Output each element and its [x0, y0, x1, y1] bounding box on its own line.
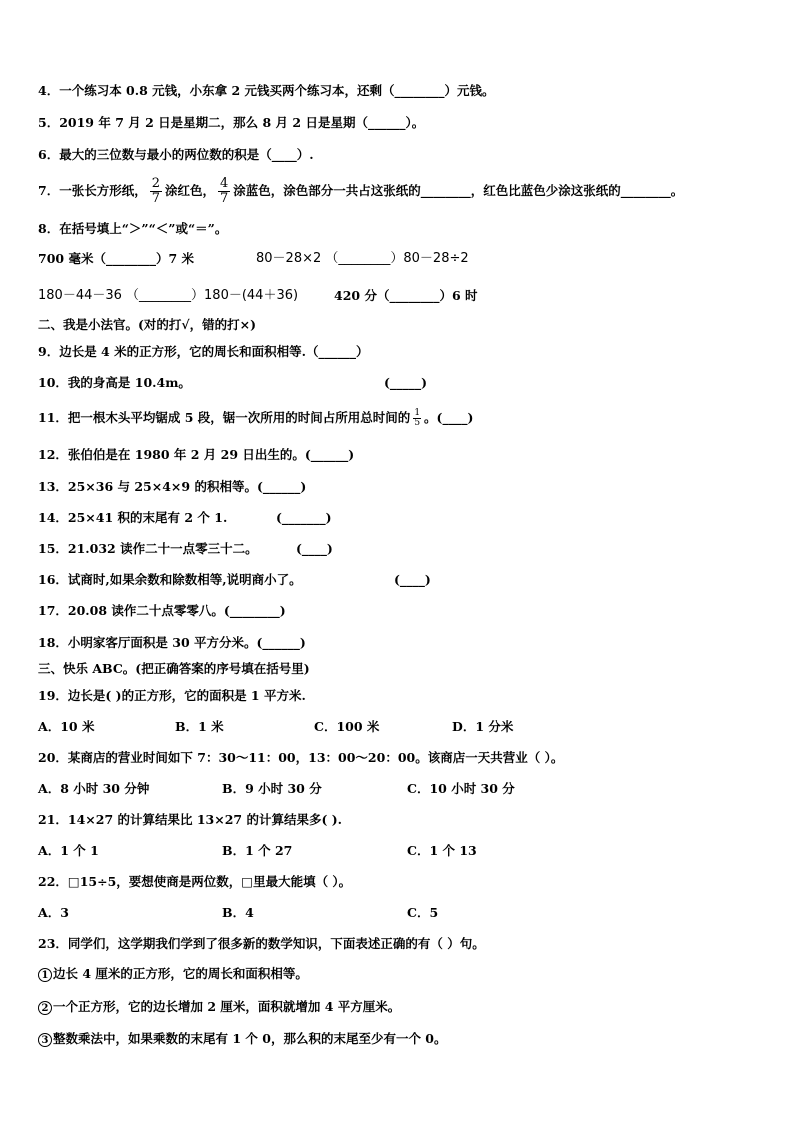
question-7-text-1: 7．一张长方形纸，: [38, 183, 147, 198]
fraction-2-7: $\frac{2}{7}$: [151, 176, 160, 206]
compare-80-28: 80－28×2 （________）80－28÷2: [256, 251, 469, 266]
question-11: [38, 404, 473, 432]
fraction-1-5: $\frac{1}{5}$: [414, 408, 421, 428]
question-11-text-1: 11．把一根木头平均锯成 5 段，锯一次所用的时间占所用总时间的: [38, 410, 411, 425]
section-2-heading: 二、我是小法官。(对的打√，错的打×): [38, 317, 257, 332]
option-b: B．1 米: [175, 719, 224, 734]
question-12: 12．张伯伯是在 1980 年 2 月 29 日出生的。(______): [38, 447, 355, 462]
compare-700mm: 700 毫米（________）7 米: [38, 251, 194, 266]
option-c: C．10 小时 30 分: [407, 781, 515, 796]
question-14-text: 14．25×41 积的末尾有 2 个 1.: [38, 510, 228, 525]
compare-180-44: 180－44－36 （________）180－(44＋36): [38, 288, 299, 303]
question-10-text: 10．我的身高是 10.4m。: [38, 375, 191, 390]
question-10-blank: (_____): [384, 375, 428, 390]
question-16-text: 16．试商时,如果余数和除数相等,说明商小了。: [38, 572, 302, 587]
question-7-text-2: 涂红色，: [164, 183, 215, 198]
option-a: A．1 个 1: [38, 843, 99, 858]
option-a: A．3: [38, 905, 69, 920]
option-a: A．8 小时 30 分钟: [38, 781, 150, 796]
statement-3: [38, 1031, 447, 1047]
fraction-4-7: $\frac{4}{7}$: [220, 176, 229, 206]
question-14-blank: (_______): [276, 510, 332, 525]
option-d: D．1 分米: [452, 719, 514, 734]
statement-2: [38, 999, 400, 1015]
option-c: C．5: [407, 905, 439, 920]
question-16-blank: (____): [394, 572, 431, 587]
circled-number-2: 2: [38, 1001, 52, 1015]
question-18: 18．小明家客厅面积是 30 平方分米。(______): [38, 635, 306, 650]
question-10: [38, 375, 428, 391]
question-21: 21．14×27 的计算结果比 13×27 的计算结果多( ).: [38, 812, 343, 827]
question-19: 19．边长是( )的正方形，它的面积是 1 平方米.: [38, 688, 306, 703]
question-14: [38, 510, 332, 526]
circled-number-1: 1: [38, 968, 52, 982]
question-8: 8．在括号填上“＞”“＜”或“＝”。: [38, 221, 228, 236]
question-6: 6．最大的三位数与最小的两位数的积是（____）.: [38, 147, 314, 162]
option-b: B．9 小时 30 分: [222, 781, 322, 796]
statement-2-text: 一个正方形，它的边长增加 2 厘米，面积就增加 4 平方厘米。: [53, 999, 401, 1014]
option-a: A．10 米: [38, 719, 95, 734]
question-9: 9．边长是 4 米的正方形，它的周长和面积相等.（______）: [38, 344, 369, 359]
question-13: 13．25×36 与 25×4×9 的积相等。(______): [38, 479, 307, 494]
statement-3-text: 整数乘法中，如果乘数的末尾有 1 个 0，那么积的末尾至少有一个 0。: [53, 1031, 447, 1046]
question-7: [38, 176, 683, 206]
question-15-text: 15．21.032 读作二十一点零三十二。: [38, 541, 258, 556]
option-b: B．1 个 27: [222, 843, 293, 858]
option-c: C．1 个 13: [407, 843, 477, 858]
question-5: 5．2019 年 7 月 2 日是星期二，那么 8 月 2 日是星期（______）。: [38, 115, 425, 130]
question-7-text-3: 涂蓝色，涂色部分一共占这张纸的________，红色比蓝色少涂这张纸的________。: [233, 183, 684, 198]
question-17: 17．20.08 读作二十点零零八。(________): [38, 603, 286, 618]
circled-number-3: 3: [38, 1033, 52, 1047]
question-15-blank: (____): [296, 541, 333, 556]
question-16: [38, 572, 431, 588]
question-15: [38, 541, 333, 557]
section-3-heading: 三、快乐 ABC。(把正确答案的序号填在括号里): [38, 661, 310, 676]
compare-420min: 420 分（________）6 时: [334, 288, 478, 303]
statement-1: [38, 966, 308, 982]
question-23: 23．同学们，这学期我们学到了很多新的数学知识，下面表述正确的有（ ）句。: [38, 936, 485, 951]
option-b: B．4: [222, 905, 254, 920]
question-4: 4．一个练习本 0.8 元钱，小东拿 2 元钱买两个练习本，还剩（________）元钱。: [38, 83, 495, 98]
option-c: C．100 米: [314, 719, 380, 734]
question-22: 22．□15÷5，要想使商是两位数，□里最大能填（ ）。: [38, 874, 352, 889]
question-11-text-2: 。(____): [424, 410, 474, 425]
question-20: 20．某商店的营业时间如下 7：30～11：00，13：00～20：00。该商店一天共营业（ ）。: [38, 750, 564, 765]
statement-1-text: 边长 4 厘米的正方形，它的周长和面积相等。: [53, 966, 308, 981]
